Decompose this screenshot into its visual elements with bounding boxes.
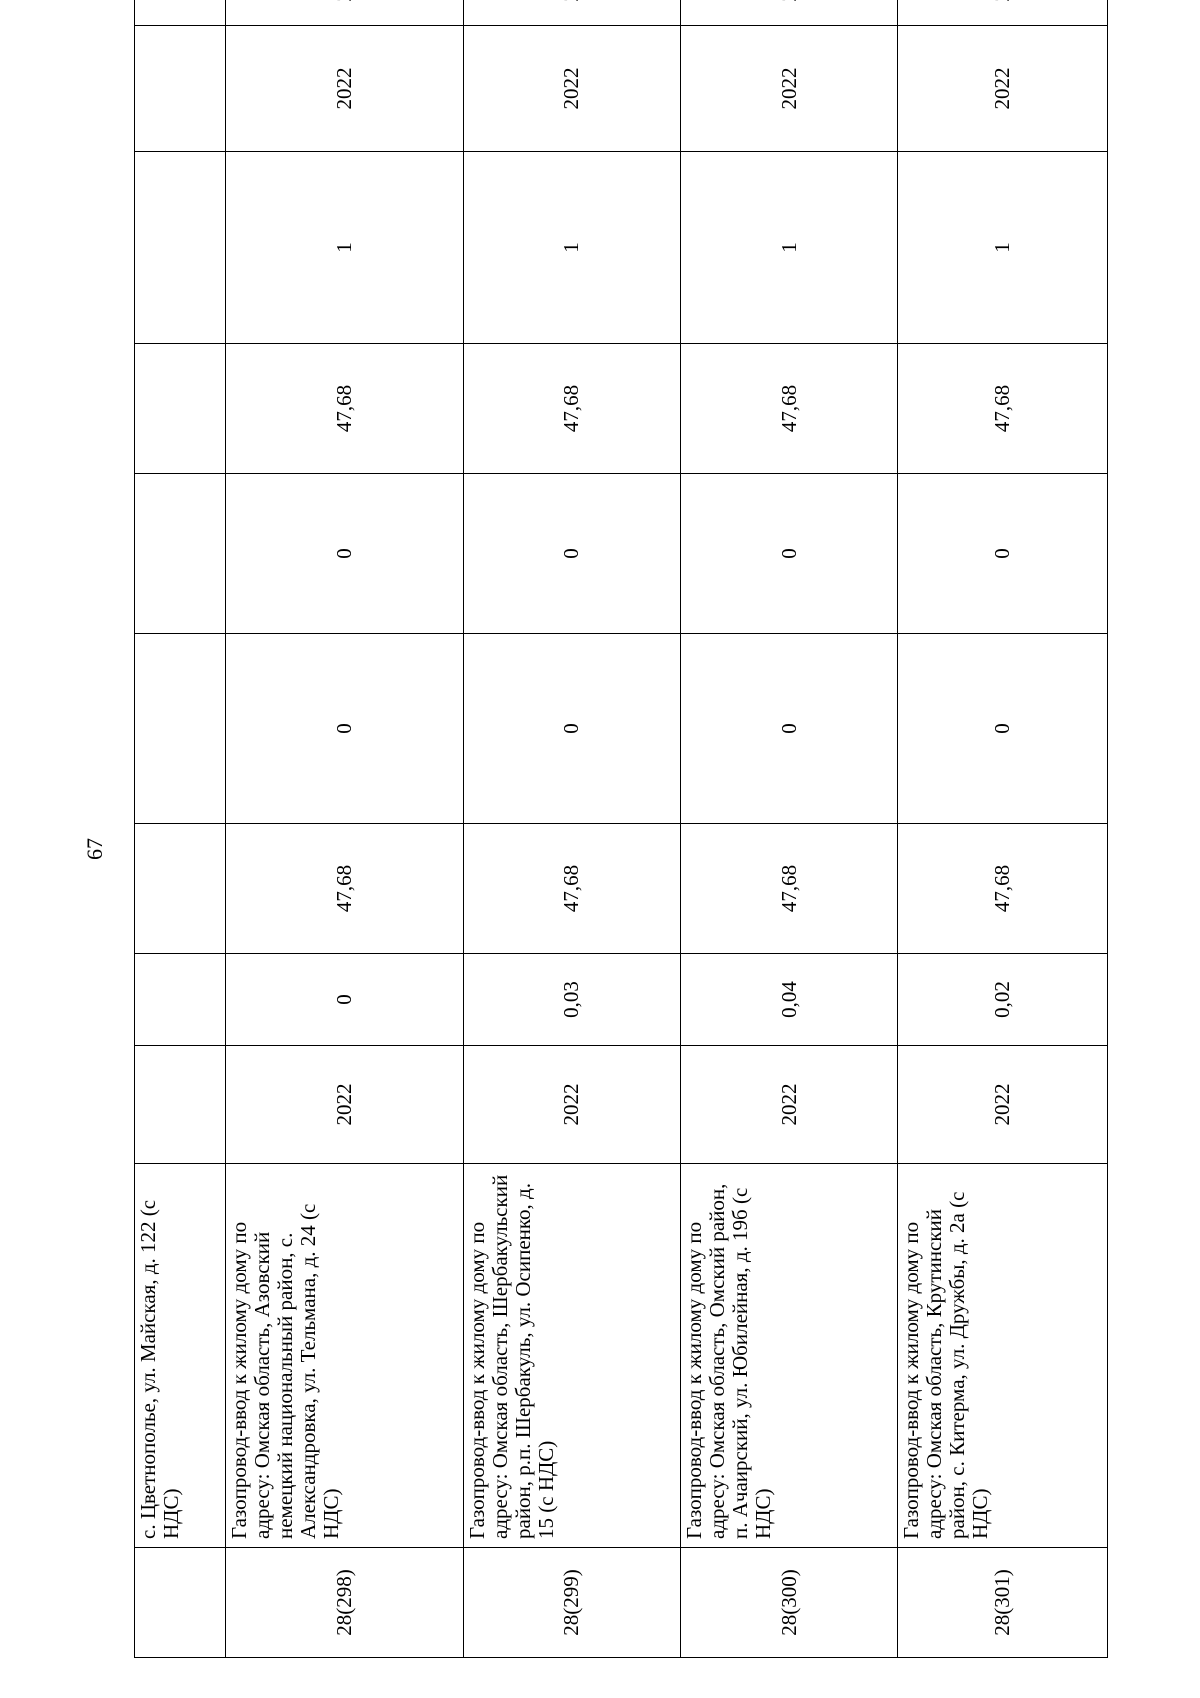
cell-year-end [898, 0, 1108, 26]
cell-id: 28(300) [680, 1548, 897, 1658]
table-row-continuation [135, 0, 226, 1658]
cell-value-b: 47,68 [225, 824, 463, 954]
cell-count [135, 152, 226, 344]
page-number: 67 [82, 838, 107, 860]
cell-value-a: 0 [225, 954, 463, 1046]
cell-address: Газопровод-ввод к жилому дому по адресу: Омская область, Омский район, п. Ачаирский, ул. Юбилейная, д. 19б (с НДС) [680, 1164, 897, 1548]
cell-value-a [135, 954, 226, 1046]
cell-value-e: 47,68 [680, 344, 897, 474]
cell-value-b: 47,68 [680, 824, 897, 954]
cell-year-start: 2022 [225, 26, 463, 152]
cell-id: 28(299) [463, 1548, 680, 1658]
cell-value-b: 47,68 [898, 824, 1108, 954]
cell-value-a: 0,04 [680, 954, 897, 1046]
cell-value-d: 0 [898, 474, 1108, 634]
cell-year: 2022 [463, 1046, 680, 1164]
cell-value-b: 47,68 [463, 824, 680, 954]
cell-id: 28(301) [898, 1548, 1108, 1658]
cell-year [135, 1046, 226, 1164]
table-row [463, 0, 680, 1658]
cell-year-end [135, 0, 226, 26]
cell-count: 1 [463, 152, 680, 344]
cell-value-a: 0,03 [463, 954, 680, 1046]
cell-value-c: 0 [898, 634, 1108, 824]
cell-year-end [463, 0, 680, 26]
cell-address: с. Цветнополье, ул. Майская, д. 122 (с НДС) [135, 1164, 226, 1548]
cell-id [135, 1548, 226, 1658]
table-container [134, 36, 1108, 1658]
cell-value-a: 0,02 [898, 954, 1108, 1046]
cell-value-e [135, 344, 226, 474]
cell-value-e: 47,68 [898, 344, 1108, 474]
cell-value-c: 0 [680, 634, 897, 824]
cell-year: 2022 [898, 1046, 1108, 1164]
cell-id: 28(298) [225, 1548, 463, 1658]
cell-year-start: 2022 [680, 26, 897, 152]
cell-value-c: 0 [225, 634, 463, 824]
cell-value-d: 0 [680, 474, 897, 634]
table-row [680, 0, 897, 1658]
cell-address: Газопровод-ввод к жилому дому по адресу: Омская область, Крутинский район, с. Китерма, ул. Дружбы, д. 2а (с НДС) [898, 1164, 1108, 1548]
cell-year-end [225, 0, 463, 26]
table-row [225, 0, 463, 1658]
cell-value-d [135, 474, 226, 634]
cell-address: Газопровод-ввод к жилому дому по адресу: Омская область, Азовский немецкий национальный район, с. Александровка, ул. Тельмана, д. 24 (с НДС) [225, 1164, 463, 1548]
cell-value-e: 47,68 [225, 344, 463, 474]
cell-value-d: 0 [225, 474, 463, 634]
cell-count: 1 [680, 152, 897, 344]
cell-value-b [135, 824, 226, 954]
cell-value-c: 0 [463, 634, 680, 824]
cell-value-e: 47,68 [463, 344, 680, 474]
table-row [898, 0, 1108, 1658]
cell-year-start: 2022 [463, 26, 680, 152]
cell-year-start: 2022 [898, 26, 1108, 152]
cell-count: 1 [225, 152, 463, 344]
data-table [134, 0, 1108, 1658]
cell-year-end [680, 0, 897, 26]
cell-year-start [135, 26, 226, 152]
cell-year: 2022 [680, 1046, 897, 1164]
cell-value-c [135, 634, 226, 824]
cell-year: 2022 [225, 1046, 463, 1164]
cell-value-d: 0 [463, 474, 680, 634]
cell-address: Газопровод-ввод к жилому дому по адресу: Омская область, Шербакульский район, р.п. Шербакуль, ул. Осипенко, д. 15 (с НДС) [463, 1164, 680, 1548]
cell-count: 1 [898, 152, 1108, 344]
